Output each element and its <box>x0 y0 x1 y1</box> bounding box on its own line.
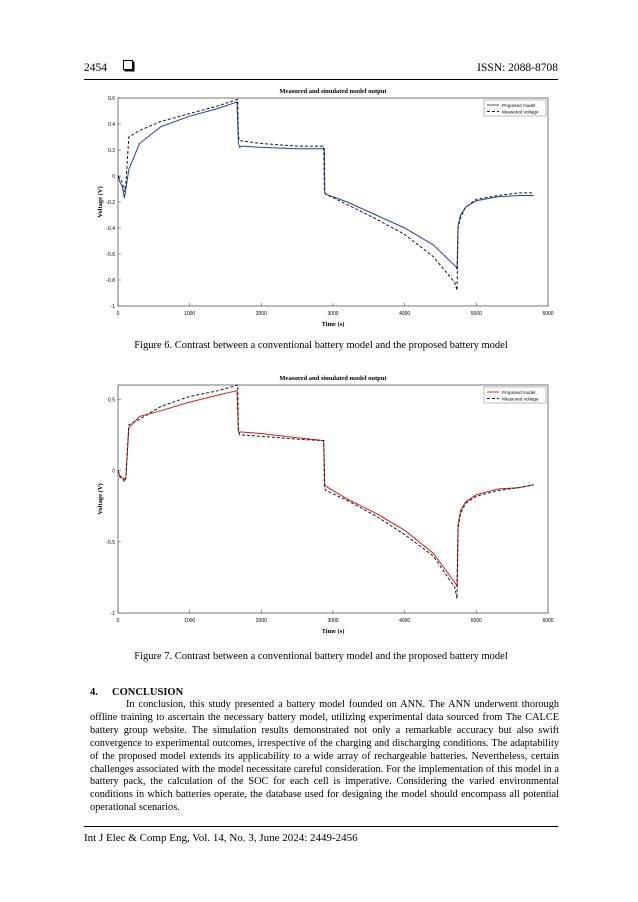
x-tick-label: 1000 <box>184 311 196 317</box>
plot-area <box>118 98 548 306</box>
x-tick-label: 5000 <box>470 311 482 317</box>
square-icon <box>123 60 133 70</box>
x-tick-label: 6000 <box>542 618 554 624</box>
y-tick-label: 0.5 <box>108 397 115 404</box>
footer-rule <box>84 826 558 827</box>
plot-area <box>118 385 548 613</box>
conclusion-paragraph: In conclusion, this study presented a battery model founded on ANN. The ANN underwent thorough offline training to ascertain the necessary battery model, utilizing experimental data sourced from The CALCE battery group website. The simulation results demonstrated not only a remarkable accuracy but also swift convergence to experimental outcomes, irrespective of the charging and discharging conditions. The adaptability of the proposed model extends its applicability to a wide array of rechargeable batteries. Nevertheless, certain challenges associated with the model necessitate careful consideration. For the implementation of this model in a battery pack, the calculation of the SOC for each cell is imperative. Considering the varied environmental conditions in which batteries operate, the database used for designing the model should encompass all potential operational scenarios. <box>90 699 559 814</box>
header-rule <box>84 79 558 80</box>
x-tick-label: 6000 <box>542 311 554 317</box>
x-tick-label: 1000 <box>184 618 196 624</box>
figure-6-chart <box>94 84 564 332</box>
chart-title: Measured and simulated model output <box>279 375 387 382</box>
x-tick-label: 2000 <box>255 311 267 317</box>
legend-label: Measured voltage <box>502 396 539 402</box>
legend-label: Proposed model <box>502 102 536 108</box>
legend-label: Proposed model <box>502 389 536 395</box>
figure-7-chart <box>94 371 564 639</box>
x-axis-label: Time (s) <box>321 321 345 328</box>
y-tick-label: -0.5 <box>106 539 115 546</box>
y-tick-label: 0.6 <box>108 96 115 102</box>
x-tick-label: 0 <box>116 618 120 624</box>
x-tick-label: 5000 <box>470 618 482 624</box>
y-tick-label: -0.8 <box>106 278 115 284</box>
figure-6-caption: Figure 6. Contrast between a conventional battery model and the proposed battery model <box>134 340 508 351</box>
y-tick-label: 0 <box>112 174 115 180</box>
x-tick-label: 3000 <box>327 618 339 624</box>
y-tick-label: -1 <box>110 304 115 310</box>
y-tick-label: -0.2 <box>106 200 115 206</box>
x-tick-label: 2000 <box>255 618 267 624</box>
x-tick-label: 4000 <box>399 618 411 624</box>
x-tick-label: 0 <box>116 311 120 317</box>
section-number: 4. <box>90 687 98 698</box>
footer-citation: Int J Elec & Comp Eng, Vol. 14, No. 3, June 2024: 2449-2456 <box>84 832 358 844</box>
y-tick-label: 0 <box>112 468 115 475</box>
y-tick-label: -1 <box>110 611 115 617</box>
page-footer <box>84 826 558 844</box>
section-heading <box>90 687 183 698</box>
x-tick-label: 3000 <box>327 311 339 317</box>
y-tick-label: 0.2 <box>108 148 115 154</box>
legend-label: Measured voltage <box>502 109 539 115</box>
y-axis-label: Voltage (V) <box>97 186 104 218</box>
y-tick-label: -0.4 <box>106 226 115 232</box>
y-tick-label: 0.4 <box>108 122 115 128</box>
x-tick-label: 4000 <box>399 311 411 317</box>
page-header <box>84 58 558 80</box>
issn: ISSN: 2088-8708 <box>477 62 558 74</box>
page-number: 2454 <box>84 62 107 74</box>
x-axis-label: Time (s) <box>321 628 345 635</box>
y-axis-label: Voltage (V) <box>97 483 104 515</box>
y-tick-label: -0.6 <box>106 252 115 258</box>
figure-7-caption: Figure 7. Contrast between a conventional battery model and the proposed battery model <box>134 651 508 662</box>
chart-title: Measured and simulated model output <box>279 88 387 95</box>
section-title: CONCLUSION <box>112 687 184 698</box>
